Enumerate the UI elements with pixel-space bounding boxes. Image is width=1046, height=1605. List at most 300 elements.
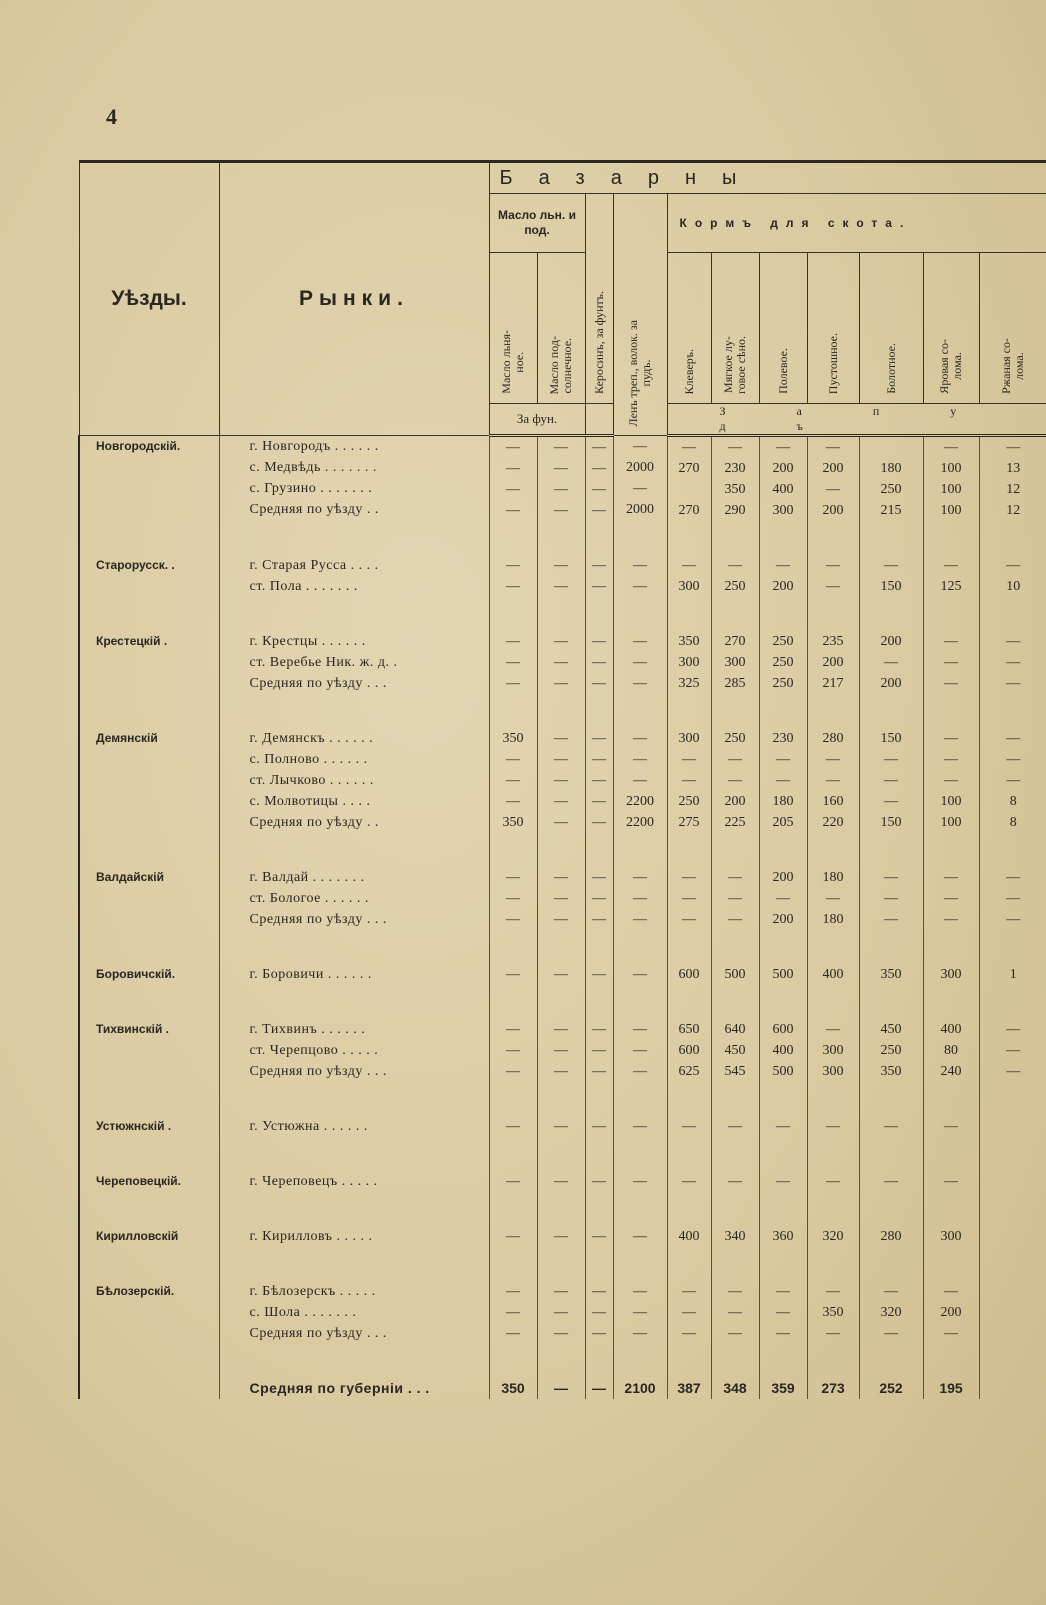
value: 285 (724, 676, 746, 691)
spacer-cell (219, 597, 489, 631)
spacer-cell (859, 985, 923, 1019)
value-cell-c1 (489, 436, 537, 522)
value: 200 (772, 912, 794, 927)
value-cell-c6 (711, 436, 759, 522)
value: — (826, 440, 840, 455)
value: — (554, 773, 568, 788)
value (980, 1171, 1046, 1192)
value: 350 (502, 731, 524, 746)
market-name: Средняя по уѣзду . . . (249, 912, 387, 927)
value-cell-c2 (537, 1226, 585, 1247)
value: — (554, 655, 568, 670)
value: — (1006, 752, 1021, 767)
spacer-cell (807, 1344, 859, 1378)
value: 300 (940, 967, 962, 982)
value: 400 (772, 482, 794, 497)
value: — (592, 731, 606, 746)
value-cell-c7 (759, 1171, 807, 1192)
value: 350 (880, 967, 902, 982)
header-marsh-hay-text: Болотное. (883, 343, 898, 394)
value: — (633, 891, 647, 906)
value: 270 (724, 634, 746, 649)
value: — (776, 1174, 790, 1189)
spacer-cell (807, 985, 859, 1019)
spacer-cell (807, 1137, 859, 1171)
row-spacer (79, 694, 1046, 728)
total-value-c9: 252 (859, 1378, 923, 1399)
value: — (944, 752, 958, 767)
value-cell-c4 (613, 1281, 667, 1344)
value: — (554, 634, 568, 649)
value: — (592, 1284, 606, 1299)
value: 350 (678, 634, 700, 649)
spacer-cell (667, 521, 711, 555)
market-name: с. Шола . . . . . . . (249, 1305, 357, 1320)
value: — (633, 1229, 647, 1244)
value-cell-c5 (667, 1226, 711, 1247)
spacer-cell (489, 1344, 537, 1378)
spacer-cell (711, 1344, 759, 1378)
value: — (633, 967, 647, 982)
value: — (633, 870, 647, 885)
spacer-cell (923, 1082, 979, 1116)
spacer-cell (759, 597, 807, 631)
spacer-cell (759, 930, 807, 964)
district-row (79, 1019, 1046, 1082)
total-value-c1: 350 (489, 1378, 537, 1399)
value: 500 (724, 967, 746, 982)
header-feed-group: Кормъ для скота. (667, 194, 1046, 253)
value: — (884, 558, 898, 573)
header-kerosene (585, 194, 613, 404)
spacer-cell (613, 1137, 667, 1171)
header-spring-straw-text: Яровая со- лома. (937, 339, 964, 394)
value: 205 (772, 815, 794, 830)
value: — (554, 912, 568, 927)
value: — (506, 967, 520, 982)
value: 250 (678, 794, 700, 809)
header-clover-text: Клеверъ. (681, 348, 696, 394)
spacer-cell (537, 597, 585, 631)
spacer-cell (79, 1192, 219, 1226)
value: 250 (724, 731, 746, 746)
value-cell-c4 (613, 1116, 667, 1137)
value: — (884, 794, 898, 809)
value: — (826, 482, 840, 497)
spacer-cell (537, 1082, 585, 1116)
value: — (506, 1022, 520, 1037)
value-cell-c4 (613, 1226, 667, 1247)
total-value-c6: 348 (711, 1378, 759, 1399)
value: 13 (1006, 461, 1021, 476)
spacer-cell (537, 1192, 585, 1226)
spacer-cell (585, 985, 613, 1019)
district-name: Боровичскій. (79, 964, 219, 985)
value: 300 (678, 731, 700, 746)
value-cell-c5 (667, 1019, 711, 1082)
value-cell-c4 (613, 1019, 667, 1082)
value: — (944, 891, 958, 906)
value-cell-c8 (807, 1019, 859, 1082)
value: — (633, 655, 647, 670)
value: — (592, 870, 606, 885)
district-row (79, 867, 1046, 930)
value-cell-c5 (667, 555, 711, 597)
spacer-cell (79, 1137, 219, 1171)
value-cell-c5 (667, 728, 711, 833)
value-cell-c5 (667, 1116, 711, 1137)
value-cell-c7 (759, 1226, 807, 1247)
value: 320 (880, 1305, 902, 1320)
value: 640 (724, 1022, 746, 1037)
value-cell-c6 (711, 964, 759, 985)
value: — (682, 1119, 696, 1134)
value: 400 (822, 967, 844, 982)
value: — (554, 1022, 568, 1037)
value: 280 (880, 1229, 902, 1244)
spacer-cell (667, 930, 711, 964)
value: 200 (880, 634, 902, 649)
value: — (554, 1119, 568, 1134)
district-name: Старорусск. . (79, 555, 219, 597)
value: — (633, 1284, 647, 1299)
value-cell-c1 (489, 1281, 537, 1344)
market-name: с. Молвотицы . . . . (249, 794, 371, 809)
value: 250 (880, 482, 902, 497)
value: — (728, 891, 742, 906)
spacer-cell (711, 1137, 759, 1171)
spacer-cell (489, 597, 537, 631)
district-name: Бѣлозерскій. (79, 1281, 219, 1344)
value: — (554, 558, 568, 573)
value: — (728, 1174, 742, 1189)
value-cell-c10 (923, 867, 979, 930)
province-average-row (79, 1378, 1046, 1399)
value: — (554, 1174, 568, 1189)
price-table (78, 160, 1046, 1399)
value: — (506, 752, 520, 767)
value-cell-c9 (859, 1116, 923, 1137)
value: — (554, 579, 568, 594)
value: 300 (772, 503, 794, 518)
spacer-cell (613, 1344, 667, 1378)
value: — (682, 1284, 696, 1299)
value-cell-c2 (537, 728, 585, 833)
value: — (633, 731, 647, 746)
value: — (826, 1174, 840, 1189)
spacer-cell (807, 1082, 859, 1116)
value-cell-c5 (667, 964, 711, 985)
value-cell-c1 (489, 1019, 537, 1082)
value: 450 (724, 1043, 746, 1058)
value: — (506, 482, 520, 497)
market-name: ст. Лычково . . . . . . (249, 773, 374, 788)
spacer-cell (807, 694, 859, 728)
value-cell-c9 (859, 631, 923, 694)
value: 180 (880, 461, 902, 476)
value: 545 (724, 1064, 746, 1079)
value: — (682, 870, 696, 885)
value-cell-c8 (807, 1116, 859, 1137)
value: 625 (678, 1064, 700, 1079)
row-spacer (79, 597, 1046, 631)
value: 12 (1006, 503, 1021, 518)
value: 225 (724, 815, 746, 830)
market-name: ст. Веребье Ник. ж. д. . (249, 655, 398, 670)
value: — (884, 912, 898, 927)
value: — (826, 1119, 840, 1134)
value: — (884, 870, 898, 885)
spacer-cell (219, 1192, 489, 1226)
value-cell-c1 (489, 1116, 537, 1137)
value-cell-c5 (667, 1281, 711, 1344)
value: 400 (940, 1022, 962, 1037)
value: — (826, 1326, 840, 1341)
spacer-cell (537, 833, 585, 867)
value: — (776, 891, 790, 906)
value-cell-c6 (711, 631, 759, 694)
value: — (592, 579, 606, 594)
spacer-cell (711, 833, 759, 867)
value: — (506, 870, 520, 885)
spacer-cell (979, 597, 1046, 631)
value: — (944, 676, 958, 691)
value: — (506, 1119, 520, 1134)
value: — (554, 794, 568, 809)
value-cell-c2 (537, 436, 585, 522)
value: — (682, 1174, 696, 1189)
spacer-cell (489, 985, 537, 1019)
value: — (554, 676, 568, 691)
value-cell-c3 (585, 1171, 613, 1192)
value: — (944, 440, 958, 455)
value: 350 (822, 1305, 844, 1320)
market-name: г. Кирилловъ . . . . . (249, 1229, 373, 1244)
value: 350 (502, 815, 524, 830)
value: — (592, 1119, 606, 1134)
value: 600 (772, 1022, 794, 1037)
value: — (944, 1284, 958, 1299)
value: 2200 (626, 815, 654, 830)
spacer-cell (859, 930, 923, 964)
spacer-cell (759, 1192, 807, 1226)
value: — (776, 752, 790, 767)
value: — (776, 1119, 790, 1134)
value-cell-c11 (979, 1171, 1046, 1192)
spacer-cell (79, 985, 219, 1019)
spacer-cell (923, 1247, 979, 1281)
value: 500 (772, 967, 794, 982)
district-row (79, 728, 1046, 833)
value-cell-c5 (667, 867, 711, 930)
value: 200 (822, 655, 844, 670)
spacer-cell (979, 1137, 1046, 1171)
spacer-cell (219, 930, 489, 964)
value-cell-c1 (489, 867, 537, 930)
district-row (79, 964, 1046, 985)
market-name: Средняя по уѣзду . . (249, 502, 379, 517)
value: — (1006, 676, 1021, 691)
value: — (1006, 731, 1021, 746)
spacer-cell (859, 1192, 923, 1226)
spacer-cell (923, 930, 979, 964)
value: 235 (822, 634, 844, 649)
spacer-cell (923, 1192, 979, 1226)
value: — (884, 1119, 898, 1134)
value: 100 (940, 815, 962, 830)
value: — (592, 1326, 606, 1341)
value-cell-c3 (585, 1226, 613, 1247)
value-cell-c3 (585, 964, 613, 985)
row-spacer (79, 1344, 1046, 1378)
value: — (506, 1043, 520, 1058)
value: 500 (772, 1064, 794, 1079)
spacer-cell (759, 1082, 807, 1116)
value: — (506, 634, 520, 649)
value: — (554, 967, 568, 982)
value-cell-c4 (613, 436, 667, 522)
spacer-cell (613, 521, 667, 555)
value-cell-c8 (807, 555, 859, 597)
value-cell-c9 (859, 964, 923, 985)
value: 270 (678, 461, 700, 476)
spacer-cell (585, 694, 613, 728)
value: — (592, 655, 606, 670)
spacer-cell (759, 694, 807, 728)
value-cell-c7 (759, 1019, 807, 1082)
value: — (592, 1174, 606, 1189)
value: 400 (678, 1229, 700, 1244)
value: 215 (880, 503, 902, 518)
value: 200 (772, 461, 794, 476)
row-spacer (79, 985, 1046, 1019)
value: — (728, 752, 742, 767)
spacer-cell (759, 833, 807, 867)
spacer-cell (585, 521, 613, 555)
value: — (592, 440, 606, 455)
spacer-cell (759, 521, 807, 555)
value: — (944, 1174, 958, 1189)
value: — (682, 773, 696, 788)
value: 300 (822, 1043, 844, 1058)
header-meadow-hay-text: Мягкое лу- говое сѣно. (721, 336, 748, 394)
value-cell-c10 (923, 1281, 979, 1344)
spacer-cell (923, 597, 979, 631)
value: — (592, 482, 606, 497)
value: 160 (822, 794, 844, 809)
value: 200 (822, 461, 844, 476)
value-cell-c4 (613, 631, 667, 694)
value: — (554, 870, 568, 885)
header-unit-pud: З а п у д ъ (667, 404, 1046, 436)
market-name: ст. Бологое . . . . . . (249, 891, 369, 906)
value-cell-c3 (585, 1116, 613, 1137)
value-cell-c10 (923, 631, 979, 694)
price-table-container (78, 160, 1046, 1530)
value: 150 (880, 579, 902, 594)
value-cell-c5 (667, 436, 711, 522)
value: — (728, 1326, 742, 1341)
value-cell-c3 (585, 555, 613, 597)
header-markets: Рынки. (219, 162, 489, 436)
spacer-cell (667, 1082, 711, 1116)
value: 180 (822, 870, 844, 885)
value-cell-c3 (585, 1281, 613, 1344)
value-cell-c2 (537, 867, 585, 930)
value: — (506, 773, 520, 788)
district-name: Демянскій (79, 728, 219, 833)
value: — (826, 752, 840, 767)
market-list (219, 728, 489, 833)
market-name: г. Демянскъ . . . . . . (249, 731, 374, 746)
value: 450 (880, 1022, 902, 1037)
value: 8 (1009, 815, 1017, 830)
value: 300 (678, 655, 700, 670)
value: 150 (880, 815, 902, 830)
spacer-cell (859, 694, 923, 728)
value: — (554, 1043, 568, 1058)
value: — (592, 1305, 606, 1320)
spacer-cell (537, 1344, 585, 1378)
value-cell-c2 (537, 1116, 585, 1137)
district-name: Валдайскій (79, 867, 219, 930)
spacer-cell (807, 1247, 859, 1281)
row-spacer (79, 1247, 1046, 1281)
value: — (554, 461, 568, 476)
market-name: г. Старая Русса . . . . (249, 558, 379, 573)
spacer-cell (859, 1082, 923, 1116)
value-cell-c4 (613, 1171, 667, 1192)
header-unit-kerosene-blank (585, 404, 613, 436)
value (668, 479, 711, 500)
value: — (728, 440, 742, 455)
market-name: г. Устюжна . . . . . . (249, 1119, 368, 1134)
value: — (728, 1284, 742, 1299)
value: — (776, 440, 790, 455)
value: 600 (678, 967, 700, 982)
value-cell-c10 (923, 1226, 979, 1247)
value: — (682, 558, 696, 573)
value: 650 (678, 1022, 700, 1037)
value-cell-c4 (613, 555, 667, 597)
value: — (884, 1284, 898, 1299)
spacer-cell (585, 1192, 613, 1226)
spacer-cell (711, 985, 759, 1019)
value: — (633, 773, 647, 788)
value-cell-c3 (585, 1019, 613, 1082)
spacer-cell (79, 833, 219, 867)
district-row (79, 1281, 1046, 1344)
spacer-cell (667, 694, 711, 728)
spacer-cell (667, 1137, 711, 1171)
market-name: Средняя по уѣзду . . . (249, 1064, 387, 1079)
value-cell-c10 (923, 436, 979, 522)
spacer-cell (219, 985, 489, 1019)
spacer-cell (489, 1082, 537, 1116)
header-linseed-oil (489, 253, 537, 404)
value: 350 (724, 482, 746, 497)
value-cell-c6 (711, 1171, 759, 1192)
value: — (633, 676, 647, 691)
value: — (592, 1064, 606, 1079)
district-row (79, 555, 1046, 597)
value-cell-c1 (489, 964, 537, 985)
value: 325 (678, 676, 700, 691)
value (980, 1281, 1046, 1302)
header-waste-hay-text: Пустошное. (825, 332, 840, 394)
value-cell-c6 (711, 1019, 759, 1082)
value: — (633, 1043, 647, 1058)
